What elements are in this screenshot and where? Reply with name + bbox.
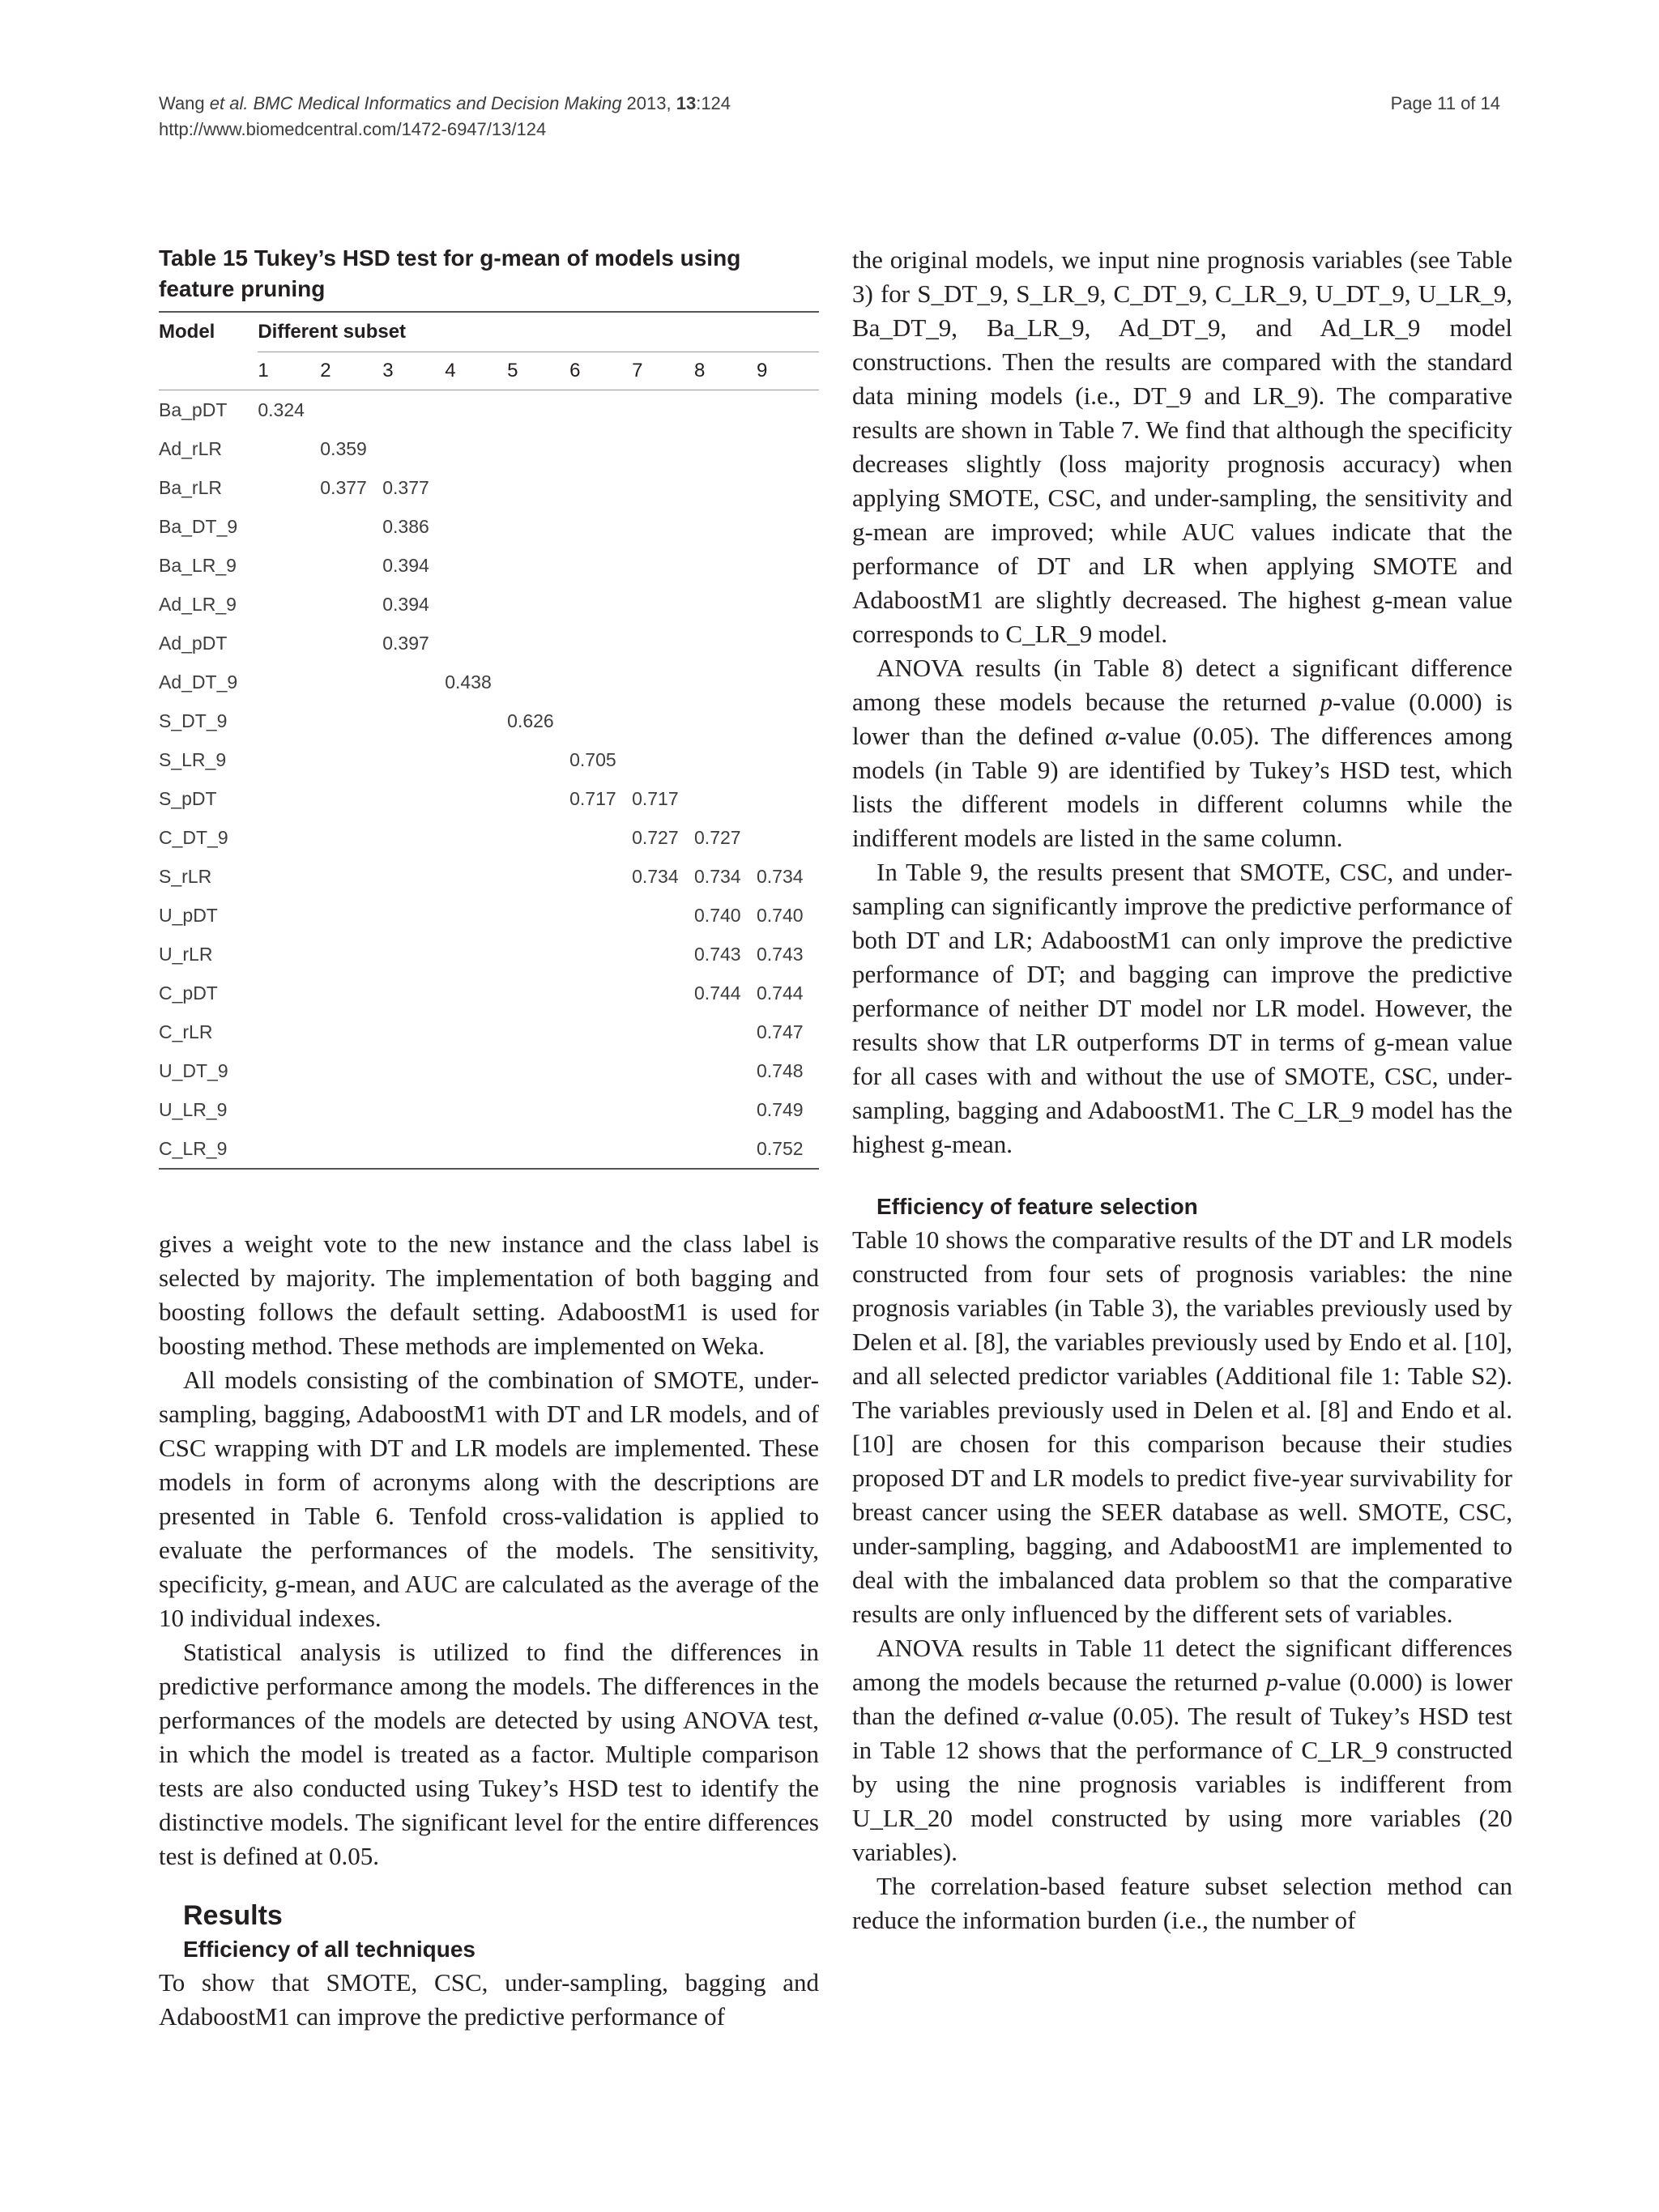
- table-cell: [445, 701, 507, 740]
- table-cell: 0.394: [382, 593, 429, 615]
- table-cell: 0.727: [694, 826, 741, 848]
- table-cell: [694, 429, 757, 468]
- table-cell: [445, 624, 507, 663]
- model-name: U_DT_9: [159, 1059, 228, 1081]
- table-cell: [757, 663, 819, 701]
- table-cell: [757, 740, 819, 779]
- table-cell: [694, 546, 757, 585]
- table-cell: [258, 507, 320, 546]
- table-caption: Table 15 Tukey’s HSD test for g-mean of models using feature pruning: [159, 245, 741, 301]
- subset-header-9: 9: [756, 360, 768, 381]
- table-cell: [694, 468, 757, 507]
- subset-header-4: 4: [445, 360, 456, 381]
- table-cell: [757, 779, 819, 818]
- article-url[interactable]: http://www.biomedcentral.com/1472-6947/13/124: [159, 119, 547, 139]
- table-cell: [507, 740, 569, 779]
- table-cell: [694, 663, 757, 701]
- table-cell: [507, 390, 569, 430]
- table-cell: [632, 468, 694, 507]
- table-cell: [445, 390, 507, 430]
- table-cell: [258, 1012, 320, 1051]
- table-row: [159, 663, 819, 701]
- table-cell: [258, 429, 320, 468]
- subset-header-2: 2: [320, 360, 331, 381]
- model-name: S_pDT: [159, 787, 217, 809]
- table-row: [159, 1051, 819, 1090]
- table-row: [159, 974, 819, 1012]
- table-cell: 0.740: [694, 904, 741, 926]
- table-cell: [258, 857, 320, 896]
- subset-header-6: 6: [569, 360, 581, 381]
- model-name: S_rLR: [159, 865, 212, 887]
- table-cell: [507, 896, 569, 935]
- table-cell: [320, 663, 382, 701]
- table-cell: [694, 585, 757, 624]
- table-cell: [445, 1051, 507, 1090]
- table-cell: [382, 1012, 445, 1051]
- table-cell: [258, 974, 320, 1012]
- table-row: [159, 857, 819, 896]
- table-cell: [632, 974, 694, 1012]
- table-cell: [569, 429, 632, 468]
- table-cell: [694, 701, 757, 740]
- table-cell: [507, 818, 569, 857]
- table-cell: 0.377: [382, 476, 429, 498]
- table-cell: [382, 663, 445, 701]
- table-cell: 0.438: [445, 671, 492, 693]
- table-cell: [757, 585, 819, 624]
- table-cell: [320, 390, 382, 430]
- model-name: U_pDT: [159, 904, 218, 926]
- right-column: [852, 243, 1512, 1937]
- table-cell: [382, 896, 445, 935]
- table-cell: [382, 1090, 445, 1129]
- table-cell: [632, 896, 694, 935]
- table-cell: [757, 507, 819, 546]
- section-heading-results: Results: [183, 1900, 283, 1931]
- subset-header-5: 5: [507, 360, 518, 381]
- table-cell: [569, 974, 632, 1012]
- table-cell: [258, 624, 320, 663]
- table-row: [159, 935, 819, 974]
- table-cell: [507, 585, 569, 624]
- table-cell: [757, 624, 819, 663]
- table-cell: 0.749: [756, 1098, 804, 1120]
- model-name: Ad_DT_9: [159, 671, 238, 693]
- table-cell: [507, 1129, 569, 1169]
- table-cell: [382, 857, 445, 896]
- paragraph: ANOVA results (in Table 8) detect a significant difference among these models because the returned p-value (0.000) is lower than the defined α-value (0.05). The differences among models (in Table 9) are identified by Tukey’s HSD test, which lists the different models in different columns while the indifferent models are listed in the same column.: [852, 654, 1513, 852]
- table-row: [159, 390, 819, 430]
- table-cell: [632, 624, 694, 663]
- paragraph: gives a weight vote to the new instance and the class label is selected by majority. The implementation of both bagging and boosting follows the default setting. AdaboostM1 is used for boosting method. These methods are implemented on Weka.: [159, 1230, 819, 1360]
- table-cell: [258, 779, 320, 818]
- table-cell: [694, 1129, 757, 1169]
- table-cell: [445, 585, 507, 624]
- table-cell: [507, 974, 569, 1012]
- model-name: Ad_rLR: [159, 437, 222, 459]
- running-header: [159, 91, 731, 143]
- table-cell: [507, 857, 569, 896]
- table-cell: [320, 507, 382, 546]
- table-cell: [258, 818, 320, 857]
- model-name: Ba_rLR: [159, 476, 222, 498]
- table-cell: 0.744: [756, 982, 804, 1004]
- table-cell: [632, 1090, 694, 1129]
- subset-header-7: 7: [632, 360, 643, 381]
- table-cell: [569, 624, 632, 663]
- page-number: Page 11 of 14: [1390, 93, 1500, 113]
- table-cell: [382, 701, 445, 740]
- paragraph: ANOVA results in Table 11 detect the significant differences among the models because the returned p-value (0.000) is lower than the defined α-value (0.05). The result of Tukey’s HSD test in Table 12 shows that the performance of C_LR_9 constructed by using the nine prognosis variables is indifferent from U_LR_20 model constructed by using more variables (20 variables).: [852, 1634, 1513, 1866]
- table-cell: 0.727: [632, 826, 679, 848]
- table-cell: [569, 1012, 632, 1051]
- table-cell: [694, 390, 757, 430]
- table-cell: [320, 974, 382, 1012]
- table-cell: [258, 663, 320, 701]
- model-name: U_rLR: [159, 943, 213, 965]
- table-row: [159, 585, 819, 624]
- table-cell: [757, 468, 819, 507]
- col-header-model: Model: [159, 312, 258, 352]
- table-cell: [382, 818, 445, 857]
- table-cell: [632, 1051, 694, 1090]
- table-cell: [445, 1090, 507, 1129]
- table-cell: 0.743: [694, 943, 741, 965]
- table-cell: [445, 1012, 507, 1051]
- table-cell: [320, 546, 382, 585]
- table-cell: [569, 507, 632, 546]
- model-name: C_LR_9: [159, 1129, 258, 1169]
- table-cell: [632, 1012, 694, 1051]
- table-cell: [445, 740, 507, 779]
- table-cell: [445, 429, 507, 468]
- table-cell: [757, 701, 819, 740]
- model-name: Ba_pDT: [159, 399, 228, 420]
- table-cell: 0.377: [320, 476, 367, 498]
- col-header-blank: [159, 352, 258, 390]
- table-cell: [320, 585, 382, 624]
- table-cell: [569, 663, 632, 701]
- table-cell: [258, 1129, 320, 1169]
- table-row: [159, 1129, 819, 1169]
- model-name: U_LR_9: [159, 1098, 228, 1120]
- table-cell: [320, 740, 382, 779]
- paragraph: the original models, we input nine prognosis variables (see Table 3) for S_DT_9, S_LR_9, C_DT_9, C_LR_9, U_DT_9, U_LR_9, Ba_DT_9, Ba_LR_9, Ad_DT_9, and Ad_LR_9 model constructions. Then the results are compared with the standard data mining models (i.e., DT_9 and LR_9). The comparative results are shown in Table 7. We find that although the specificity decreases slightly (loss majority prognosis accuracy) when applying SMOTE, CSC, and under-sampling, the sensitivity and g-mean are improved; while AUC values indicate that the performance of DT and LR when applying SMOTE and AdaboostM1 are slightly decreased. The highest g-mean value corresponds to C_LR_9 model.: [852, 245, 1512, 648]
- table-cell: 0.744: [694, 982, 741, 1004]
- table-cell: [320, 779, 382, 818]
- table-cell: [382, 779, 445, 818]
- table-cell: [569, 896, 632, 935]
- table-cell: [507, 1051, 569, 1090]
- table-cell: [507, 624, 569, 663]
- table-row: [159, 896, 819, 935]
- table-cell: [694, 779, 757, 818]
- table-cell: [632, 429, 694, 468]
- table-row: [159, 1090, 819, 1129]
- table-cell: [445, 1129, 507, 1169]
- table-cell: [320, 701, 382, 740]
- table-cell: 0.386: [382, 515, 429, 537]
- table-cell: [258, 1090, 320, 1129]
- table-cell: 0.324: [258, 399, 305, 420]
- table-cell: [632, 546, 694, 585]
- table-cell: [507, 779, 569, 818]
- table-cell: [694, 1051, 757, 1090]
- model-name: Ad_pDT: [159, 632, 228, 654]
- table-cell: [632, 740, 694, 779]
- table-cell: [694, 740, 757, 779]
- table-cell: [632, 1129, 694, 1169]
- table-row: [159, 468, 819, 507]
- paragraph: Table 10 shows the comparative results of the DT and LR models constructed from four sets of prognosis variables: the nine prognosis variables (in Table 3), the variables previously used by Delen et al. [8], the variables previously used by Endo et al. [10], and all selected predictor variables (Additional file 1: Table S2). The variables previously used in Delen et al. [8] and Endo et al. [10] are chosen for this comparison because their studies proposed DT and LR models to predict five-year survivability for breast cancer using the SEER database as well. SMOTE, CSC, under-sampling, bagging, and AdaboostM1 are implemented to deal with the imbalanced data problem so that the comparative results are only influenced by the different sets of variables.: [852, 1225, 1512, 1628]
- table-cell: [569, 1129, 632, 1169]
- table-cell: [382, 935, 445, 974]
- table-cell: [445, 974, 507, 1012]
- table-cell: [569, 390, 632, 430]
- table-cell: [757, 818, 819, 857]
- table-cell: 0.747: [756, 1021, 804, 1042]
- tukey-table: [159, 311, 819, 1170]
- table-row: [159, 740, 819, 779]
- table-cell: 0.626: [507, 710, 554, 731]
- table-cell: [258, 740, 320, 779]
- table-cell: [320, 935, 382, 974]
- table-cell: [569, 468, 632, 507]
- table-cell: [382, 1129, 445, 1169]
- table-cell: [382, 390, 445, 430]
- table-15: [159, 243, 819, 1170]
- paragraph: To show that SMOTE, CSC, under-sampling, bagging and AdaboostM1 can improve the predictive performance of: [159, 1968, 819, 2031]
- table-row: [159, 779, 819, 818]
- table-cell: [569, 585, 632, 624]
- table-row: [159, 507, 819, 546]
- paragraph: All models consisting of the combination of SMOTE, under-sampling, bagging, AdaboostM1 with DT and LR models, and of CSC wrapping with DT and LR models are implemented. These models in form of acronyms along with the descriptions are presented in Table 6. Tenfold cross-validation is applied to evaluate the performances of the models. The sensitivity, specificity, g-mean, and AUC are calculated as the average of the 10 individual indexes.: [159, 1366, 819, 1632]
- table-cell: [445, 818, 507, 857]
- table-cell: [632, 390, 694, 430]
- table-cell: [632, 663, 694, 701]
- table-row: [159, 818, 819, 857]
- table-cell: [507, 1090, 569, 1129]
- subset-header-3: 3: [382, 360, 394, 381]
- table-cell: [320, 896, 382, 935]
- table-cell: 0.717: [632, 787, 679, 809]
- table-cell: [258, 701, 320, 740]
- table-cell: 0.359: [320, 437, 367, 459]
- table-cell: 0.734: [756, 865, 804, 887]
- table-cell: [445, 507, 507, 546]
- table-cell: [507, 663, 569, 701]
- table-cell: [694, 624, 757, 663]
- table-cell: 0.734: [632, 865, 679, 887]
- paragraph: The correlation-based feature subset selection method can reduce the information burden (i.e., the number of: [852, 1872, 1512, 1934]
- paragraph: In Table 9, the results present that SMOTE, CSC, and under-sampling can significantly improve the predictive performance of both DT and LR; AdaboostM1 can only improve the predictive performance of DT; and bagging can improve the predictive performance of neither DT model nor LR model. However, the results show that LR outperforms DT in terms of g-mean value for all cases with and without the use of SMOTE, CSC, under-sampling, bagging and AdaboostM1. The C_LR_9 model has the highest g-mean.: [852, 858, 1512, 1158]
- paragraph: Statistical analysis is utilized to find the differences in predictive performance among the models. The differences in the performances of the models are detected by using ANOVA test, in which the model is treated as a factor. Multiple comparison tests are also conducted using Tukey’s HSD test to identify the distinctive models. The significant level for the entire differences test is defined at 0.05.: [159, 1638, 819, 1870]
- table-cell: [632, 701, 694, 740]
- section-heading-feature-selection: Efficiency of feature selection: [876, 1194, 1198, 1219]
- table-cell: [569, 1051, 632, 1090]
- table-cell: [445, 779, 507, 818]
- table-cell: [445, 857, 507, 896]
- table-cell: [382, 974, 445, 1012]
- table-cell: [382, 1051, 445, 1090]
- table-cell: [694, 507, 757, 546]
- table-cell: 0.705: [569, 748, 616, 770]
- subsection-heading: Efficiency of all techniques: [183, 1937, 476, 1962]
- table-cell: [507, 1012, 569, 1051]
- table-cell: [757, 390, 819, 430]
- model-name: Ad_LR_9: [159, 593, 237, 615]
- table-cell: [507, 546, 569, 585]
- table-cell: [757, 546, 819, 585]
- table-cell: [258, 468, 320, 507]
- table-cell: [445, 546, 507, 585]
- table-cell: [445, 896, 507, 935]
- table-cell: [445, 468, 507, 507]
- model-name: Ba_DT_9: [159, 515, 238, 537]
- table-cell: [632, 507, 694, 546]
- table-cell: [569, 818, 632, 857]
- table-cell: [258, 896, 320, 935]
- model-name: C_DT_9: [159, 826, 228, 848]
- table-cell: [757, 429, 819, 468]
- subset-header-1: 1: [258, 360, 269, 381]
- table-row: [159, 429, 819, 468]
- table-cell: 0.394: [382, 554, 429, 576]
- table-cell: [569, 857, 632, 896]
- table-cell: [320, 1129, 382, 1169]
- model-name: S_DT_9: [159, 710, 228, 731]
- table-cell: [382, 740, 445, 779]
- table-cell: [258, 585, 320, 624]
- table-cell: [320, 1051, 382, 1090]
- journal-citation: Wang et al. BMC Medical Informatics and Decision Making 2013, 13:124: [159, 93, 731, 113]
- table-cell: [569, 935, 632, 974]
- model-name: C_rLR: [159, 1021, 213, 1042]
- table-row: [159, 1012, 819, 1051]
- table-cell: [694, 1090, 757, 1129]
- table-cell: [507, 468, 569, 507]
- table-row: [159, 546, 819, 585]
- table-cell: 0.743: [756, 943, 804, 965]
- table-cell: 0.752: [757, 1129, 819, 1169]
- table-cell: [320, 1012, 382, 1051]
- table-cell: [258, 546, 320, 585]
- table-cell: [694, 1012, 757, 1051]
- model-name: S_LR_9: [159, 748, 227, 770]
- model-name: Ba_LR_9: [159, 554, 237, 576]
- table-cell: [569, 701, 632, 740]
- table-cell: [382, 429, 445, 468]
- model-name: C_pDT: [159, 982, 218, 1004]
- table-cell: [632, 585, 694, 624]
- table-row: [159, 624, 819, 663]
- table-cell: [507, 429, 569, 468]
- table-row: [159, 701, 819, 740]
- table-cell: [258, 1051, 320, 1090]
- table-cell: [320, 857, 382, 896]
- table-cell: [507, 935, 569, 974]
- table-cell: [320, 624, 382, 663]
- left-column: [159, 1227, 819, 2034]
- table-cell: [569, 1090, 632, 1129]
- table-cell: 0.734: [694, 865, 741, 887]
- table-cell: [320, 818, 382, 857]
- table-cell: [569, 546, 632, 585]
- table-cell: [320, 1090, 382, 1129]
- table-cell: 0.740: [756, 904, 804, 926]
- subset-header-8: 8: [694, 360, 706, 381]
- table-cell: [258, 935, 320, 974]
- table-cell: [632, 935, 694, 974]
- table-cell: 0.397: [382, 632, 429, 654]
- col-header-group: Different subset: [258, 312, 819, 352]
- table-cell: [445, 935, 507, 974]
- table-cell: 0.717: [569, 787, 616, 809]
- table-cell: [507, 507, 569, 546]
- table-cell: 0.748: [756, 1059, 804, 1081]
